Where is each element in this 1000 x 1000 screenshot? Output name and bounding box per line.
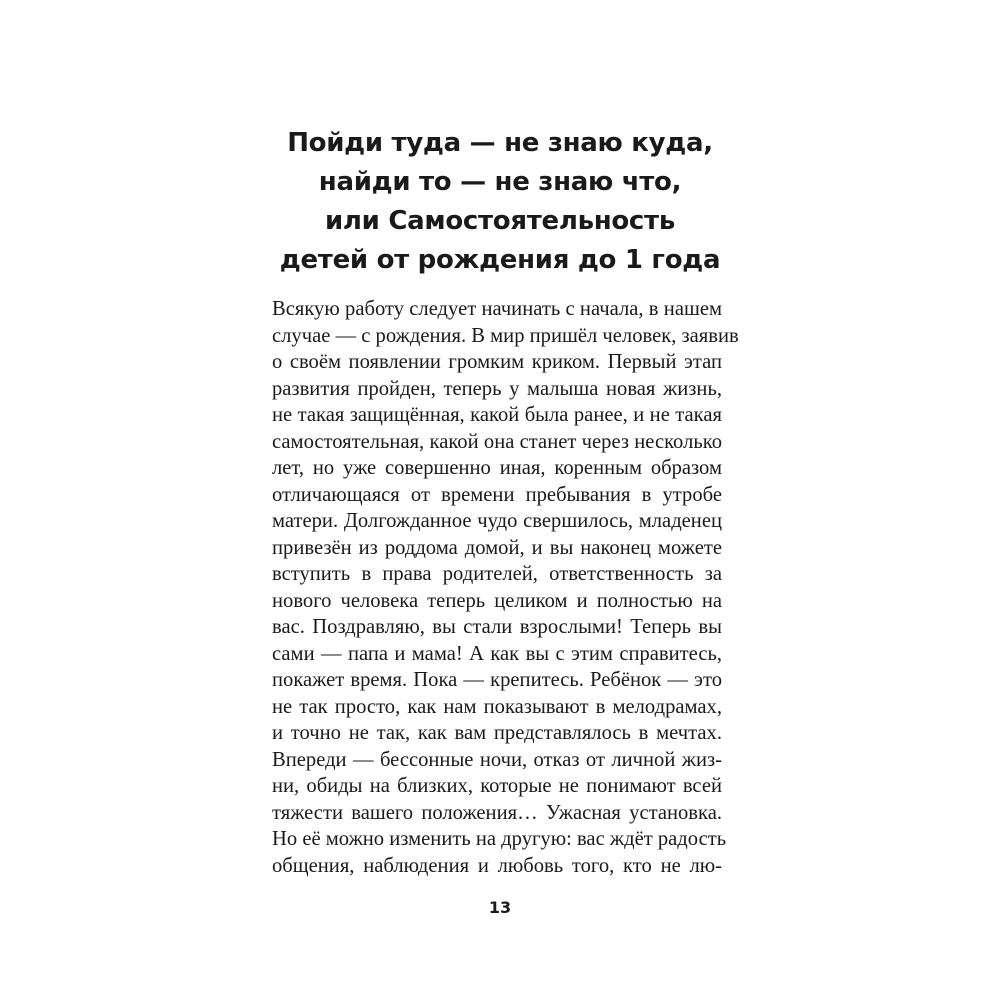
- page-number: 13: [488, 898, 512, 917]
- body-line: ни, обиды на близких, которые не понимают всей: [272, 775, 722, 797]
- body-line: не такая защищённая, какой была ранее, и не такая: [272, 404, 722, 426]
- body-line: сами — папа и мама! А как вы с этим справитесь,: [272, 642, 722, 665]
- body-line: Впереди — бессонные ночи, отказ от личной жиз-: [272, 748, 722, 771]
- body-line: случае — с рождения. В мир пришёл человек, заявив: [272, 324, 739, 347]
- body-line: общения, наблюдения и любовь того, кто не лю-: [272, 854, 722, 877]
- body-line: покажет время. Пока — крепитесь. Ребёнок — это: [272, 669, 722, 691]
- body-line: вступить в права родителей, ответственность за: [272, 563, 722, 585]
- body-line: развития пройден, теперь у малыша новая жизнь,: [272, 377, 722, 400]
- body-line: Но её можно изменить на другую: вас ждёт радость: [272, 828, 727, 850]
- body-line: самостоятельная, какой она станет через несколько: [272, 430, 722, 453]
- body-line: матери. Долгожданное чудо свершилось, младенец: [272, 510, 722, 532]
- chapter-title-line: Пойди туда — не знаю куда,: [287, 128, 713, 158]
- body-line: вас. Поздравляю, вы стали взрослыми! Теперь вы: [272, 616, 722, 638]
- body-line: нового человека теперь целиком и полностью на: [272, 589, 722, 612]
- body-line: тяжести вашего положения… Ужасная установка.: [272, 801, 722, 824]
- body-paragraph: [272, 296, 739, 879]
- body-line: о своём появлении громким криком. Первый этап: [272, 351, 722, 373]
- chapter-title-line: найди то — не знаю что,: [318, 167, 682, 197]
- body-line: не так просто, как нам показывают в мелодрамах,: [272, 695, 722, 718]
- body-line: привезён из роддома домой, и вы наконец можете: [272, 536, 722, 559]
- body-line: лет, но уже совершенно иная, коренным образом: [272, 457, 722, 479]
- body-line: отличающаяся от времени пребывания в утробе: [272, 483, 722, 506]
- body-line: Всякую работу следует начинать с начала, в нашем: [272, 298, 722, 320]
- body-line: и точно не так, как вам представлялось в мечтах.: [272, 722, 722, 744]
- chapter-title-line: детей от рождения до 1 года: [279, 245, 721, 275]
- chapter-title-line: или Самостоятельность: [325, 206, 675, 236]
- chapter-title: [220, 124, 780, 280]
